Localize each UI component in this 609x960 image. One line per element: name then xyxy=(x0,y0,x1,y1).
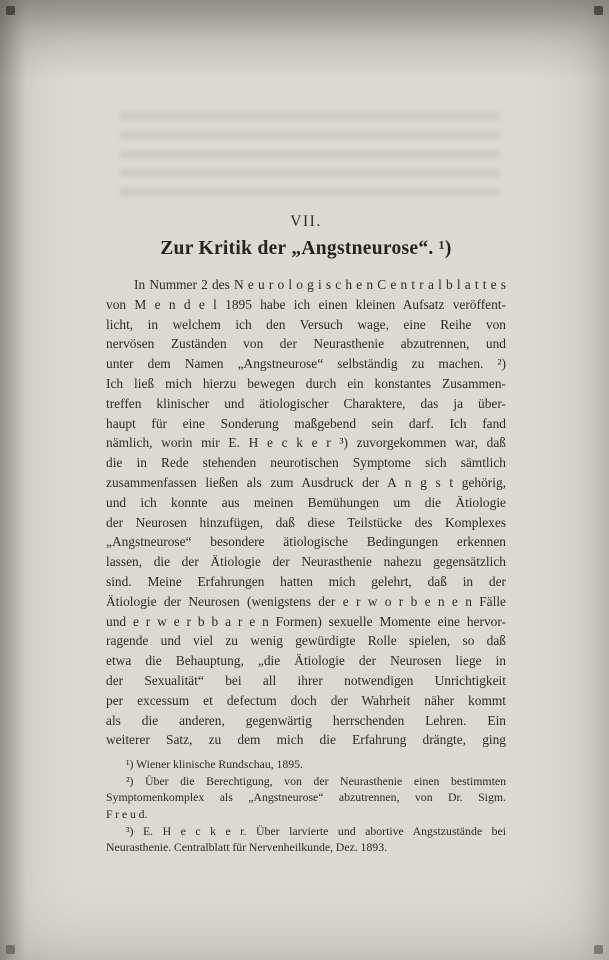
footnote-line: ²) Über die Berechtigung, von der Neurasthenie einen bestimmten xyxy=(126,773,506,788)
chapter-number: VII. xyxy=(290,213,322,230)
body-text-line: Ätiologie der Neurosen (wenigstens der e r w o r b e n e n Fälle xyxy=(106,593,506,609)
body-text-line: weiterer Satz, zu dem mich die Erfahrung drängte, ging xyxy=(106,732,506,748)
body-text-line: nervösen Zuständen von der Neurasthenie abzutrennen, und xyxy=(106,336,506,352)
body-text-line: die in Rede stehenden neurotischen Symptome sich sämtlich xyxy=(106,455,506,471)
body-text-line: nämlich, worin mir E. H e c k e r ³) zuvorgekommen war, daß xyxy=(106,435,506,451)
footnote-line: ³) E. H e c k e r. Über larvierte und abortive Angstzustände bei xyxy=(126,823,506,838)
body-text-line: licht, in welchem ich den Versuch wage, eine Reihe von xyxy=(106,316,506,332)
body-text-line: treffen klinischer und ätiologischer Charaktere, das ja über- xyxy=(106,395,506,411)
body-text-line: und e r w e r b b a r e n Formen) sexuelle Momente eine hervor- xyxy=(106,613,506,629)
body-text-line: In Nummer 2 des N e u r o l o g i s c h e n C e n t r a l b l a t t e s xyxy=(134,277,506,292)
page-title: Zur Kritik der „Angstneurose“. ¹) xyxy=(160,238,452,259)
footnotes xyxy=(106,756,506,856)
scan-corner-artifact xyxy=(594,6,603,15)
body-text-line: der Sexualität“ bei all ihrer notwendigen Unrichtigkeit xyxy=(106,672,506,688)
scan-corner-artifact xyxy=(6,945,15,954)
footnote-line: Symptomenkomplex als „Angstneurose“ abzutrennen, von Dr. Sigm. xyxy=(106,790,506,805)
ink-bleedthrough xyxy=(120,112,500,204)
body-text-line: „Angstneurose“ besondere ätiologische Bedingungen erkennen xyxy=(106,534,506,550)
body-text-line: zusammenfassen ließen als zum Ausdruck der A n g s t gehörig, xyxy=(106,474,506,490)
scan-corner-artifact xyxy=(594,945,603,954)
body-text-line: der Neurosen hinzufügen, daß diese Teilstücke des Komplexes xyxy=(106,514,506,530)
body-text-line: als die anderen, gegenwärtig herrschenden Lehren. Ein xyxy=(106,712,506,728)
body-text-line: sind. Meine Erfahrungen hatten mich gelehrt, daß in der xyxy=(106,573,506,589)
body-text xyxy=(106,275,506,750)
footnote-line: Neurasthenie. Centralblatt für Nervenheilkunde, Dez. 1893. xyxy=(106,840,388,855)
body-text-line: per excessum et defectum doch der Wahrheit näher kommt xyxy=(106,692,506,708)
footnote-line: ¹) Wiener klinische Rundschau, 1895. xyxy=(126,757,303,772)
body-text-line: und ich konnte aus meinen Bemühungen um die Ätiologie xyxy=(106,494,506,510)
body-text-line: Ich ließ mich hierzu bewegen durch ein konstantes Zusammen- xyxy=(106,375,506,391)
body-text-line: ragende und viel zu wenig gewürdigte Rolle spielen, so daß xyxy=(106,633,506,649)
scan-left-shading xyxy=(0,0,26,960)
body-text-line: lassen, die der Ätiologie der Neurasthenie nahezu gegensätzlich xyxy=(106,554,506,570)
scan-top-shading xyxy=(0,0,609,80)
footnote-line: F r e u d. xyxy=(106,806,148,821)
page-content xyxy=(106,213,506,856)
scan-corner-artifact xyxy=(6,6,15,15)
body-text-line: unter dem Namen „Angstneurose“ selbständig zu machen. ²) xyxy=(106,356,506,372)
body-text-line: haupt für eine Sonderung maßgebend sein darf. Ich fand xyxy=(106,415,506,431)
body-text-line: etwa die Behauptung, „die Ätiologie der Neurosen liege in xyxy=(106,653,506,669)
body-text-line: von M e n d e l 1895 habe ich einen kleinen Aufsatz veröffent- xyxy=(106,296,506,312)
